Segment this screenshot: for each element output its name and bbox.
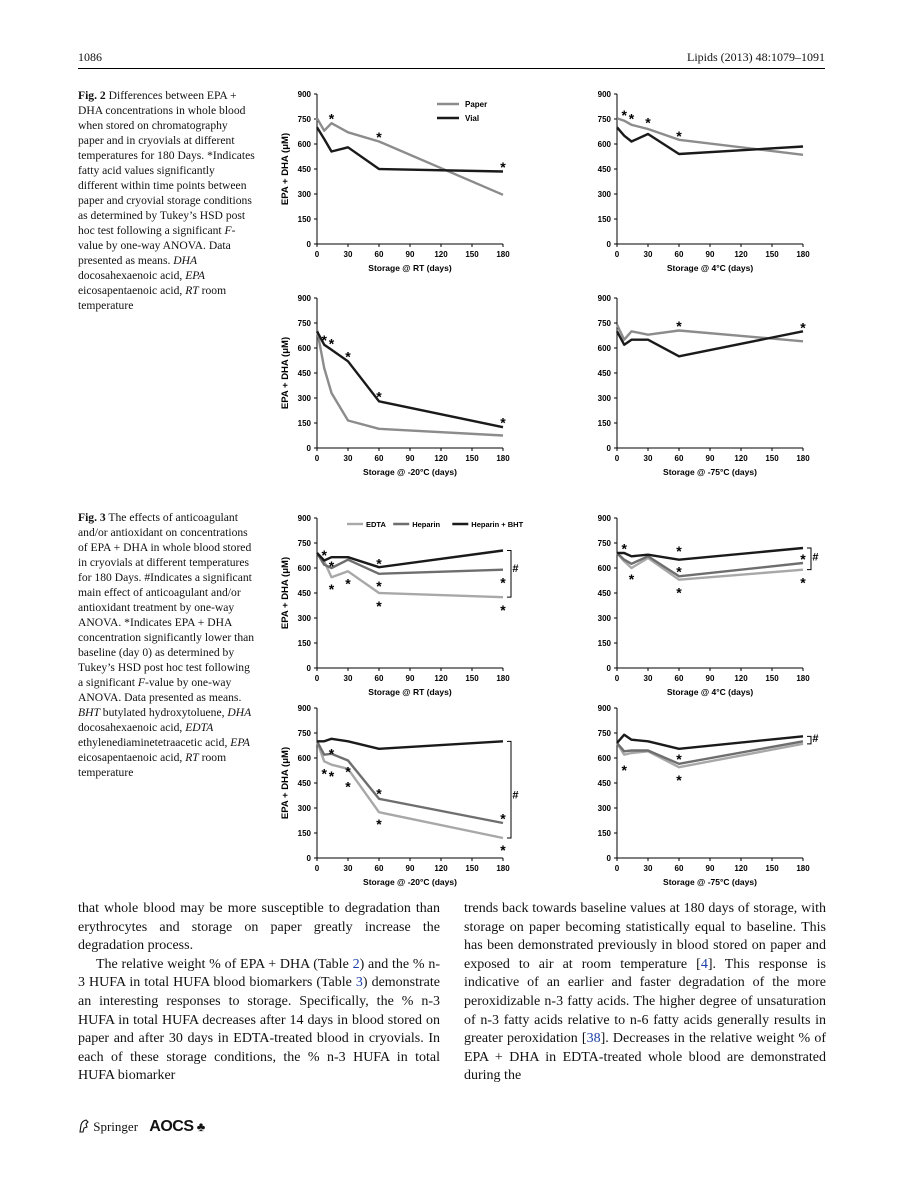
significance-asterisk: * — [376, 597, 382, 614]
aocs-logo: AOCS — [149, 1118, 194, 1135]
significance-asterisk: * — [345, 763, 351, 780]
chart-svg — [275, 510, 530, 705]
y-tick-label: 0 — [606, 444, 611, 453]
series-line-2 — [317, 551, 503, 568]
significance-asterisk: * — [621, 540, 627, 557]
x-tick-label: 150 — [465, 674, 479, 683]
y-tick-label: 600 — [597, 754, 611, 763]
x-axis-label: Storage @ -75°C (days) — [663, 467, 757, 477]
reference-link[interactable]: 3 — [355, 975, 363, 991]
body-text-right — [464, 900, 826, 1086]
significance-asterisk: * — [500, 158, 506, 175]
text-run: F — [224, 224, 232, 237]
y-tick-label: 0 — [306, 664, 311, 673]
significance-asterisk: * — [376, 785, 382, 802]
reference-link[interactable]: 2 — [352, 956, 360, 972]
x-tick-label: 0 — [614, 674, 620, 683]
chart-fig3-rt — [275, 510, 530, 710]
y-tick-label: 750 — [297, 319, 311, 328]
y-tick-label: 0 — [606, 854, 611, 863]
x-tick-label: 120 — [734, 674, 748, 683]
significance-asterisk: * — [345, 778, 351, 795]
x-tick-label: 120 — [434, 454, 448, 463]
text-run: ) demonstrate an interesting responses to storage. Specifically, the % n-3 HUFA in total HUFA decreases after 14 days in blood stored on paper and after 30 days in EDTA-treated blood in cryovials. In each of these storage conditions, the % n-3 HUFA in total HUFA biomarker — [78, 975, 440, 1084]
y-tick-label: 0 — [606, 240, 611, 249]
significance-asterisk: * — [376, 577, 382, 594]
significance-asterisk: * — [800, 574, 806, 591]
x-tick-label: 0 — [314, 674, 320, 683]
x-tick-label: 0 — [314, 454, 320, 463]
journal-citation: Lipids (2013) 48:1079–1091 — [687, 50, 825, 64]
significance-asterisk: * — [345, 575, 351, 592]
y-tick-label: 600 — [597, 344, 611, 353]
significance-asterisk: * — [676, 584, 682, 601]
significance-asterisk: * — [621, 762, 627, 778]
text-run: docosahexaenoic acid, — [78, 269, 186, 282]
y-tick-label: 450 — [597, 779, 611, 788]
x-tick-label: 180 — [796, 674, 810, 683]
x-tick-label: 180 — [796, 250, 810, 259]
chart-svg — [575, 290, 830, 485]
chart-svg — [275, 290, 530, 485]
springer-logo-text: Springer — [93, 1119, 139, 1134]
fig2-label: Fig. 2 — [78, 89, 106, 102]
y-tick-label: 450 — [597, 165, 611, 174]
y-tick-label: 0 — [306, 444, 311, 453]
chart-fig2-rt — [275, 86, 530, 286]
x-tick-label: 30 — [343, 864, 353, 873]
text-run: DHA — [227, 706, 252, 719]
text-run: -value by one-way ANOVA. Data presented as means. — [78, 224, 236, 267]
x-tick-label: 180 — [496, 454, 510, 463]
y-tick-label: 750 — [297, 539, 311, 548]
significance-asterisk: * — [328, 335, 335, 352]
x-tick-label: 30 — [643, 864, 653, 873]
text-run: EDTA — [185, 721, 214, 734]
significance-asterisk: * — [321, 547, 327, 563]
significance-asterisk: * — [328, 745, 335, 762]
x-axis-label: Storage @ 4°C (days) — [666, 263, 754, 273]
x-tick-label: 90 — [705, 454, 715, 463]
x-tick-label: 60 — [674, 864, 684, 873]
text-run: F — [137, 676, 145, 689]
text-run: RT — [185, 284, 199, 297]
x-tick-label: 60 — [374, 250, 384, 259]
significance-asterisk: * — [345, 348, 351, 365]
x-axis-label: Storage @ RT (days) — [368, 263, 452, 273]
y-tick-label: 750 — [597, 319, 611, 328]
significance-asterisk: * — [800, 551, 806, 568]
aocs-clover-icon: ♣ — [196, 1119, 206, 1134]
x-tick-label: 120 — [734, 454, 748, 463]
text-run: that whole blood may be more susceptible to degradation than erythrocytes and storage on paper greatly increase the degradation process. — [78, 901, 440, 954]
significance-asterisk: * — [500, 810, 506, 827]
page-header — [78, 50, 825, 69]
x-tick-label: 120 — [734, 250, 748, 259]
x-tick-label: 90 — [405, 454, 415, 463]
significance-asterisk: * — [500, 842, 506, 858]
text-run: ethylenediaminetetraacetic acid, — [78, 736, 231, 749]
x-tick-label: 180 — [796, 454, 810, 463]
y-tick-label: 750 — [597, 729, 611, 738]
x-tick-label: 0 — [614, 250, 620, 259]
x-tick-label: 120 — [734, 864, 748, 873]
significance-bracket — [807, 736, 811, 744]
significance-asterisk: * — [376, 555, 382, 572]
y-tick-label: 750 — [597, 115, 611, 124]
y-tick-label: 750 — [597, 539, 611, 548]
chart-svg — [575, 86, 830, 281]
series-line-2 — [317, 739, 503, 749]
significance-asterisk: * — [376, 816, 382, 833]
text-run: eicosapentaenoic acid, — [78, 284, 186, 297]
y-tick-label: 0 — [306, 240, 311, 249]
x-tick-label: 60 — [374, 454, 384, 463]
fig2-caption — [78, 88, 256, 313]
significance-asterisk: * — [500, 414, 506, 431]
y-tick-label: 300 — [597, 804, 611, 813]
x-tick-label: 60 — [674, 454, 684, 463]
x-tick-label: 90 — [405, 250, 415, 259]
x-tick-label: 180 — [796, 864, 810, 873]
chart-fig3-minus75 — [575, 700, 830, 900]
text-run: ]. This response is indicative of an earlier and faster degradation of the more peroxidizable n-3 fatty acids. The higher degree of unsaturation of n-3 fatty acids relative to n-6 fatty acids generally results in greater peroxidation [ — [464, 956, 826, 1047]
legend-label: EDTA — [366, 520, 386, 529]
significance-asterisk: * — [328, 767, 335, 784]
y-tick-label: 900 — [297, 294, 311, 303]
text-run: docosahexaenoic acid, — [78, 721, 186, 734]
y-axis-label: EPA + DHA (μM) — [280, 746, 291, 820]
significance-asterisk: * — [328, 581, 335, 598]
y-tick-label: 0 — [606, 664, 611, 673]
y-tick-label: 600 — [297, 754, 311, 763]
series-line-1 — [617, 127, 803, 154]
y-tick-label: 450 — [597, 369, 611, 378]
x-tick-label: 30 — [643, 454, 653, 463]
fig3-caption — [78, 510, 256, 780]
significance-asterisk: * — [676, 542, 682, 559]
reference-link[interactable]: 4 — [700, 956, 708, 972]
x-tick-label: 90 — [705, 250, 715, 259]
y-tick-label: 300 — [597, 394, 611, 403]
y-tick-label: 150 — [297, 215, 311, 224]
y-tick-label: 150 — [597, 215, 611, 224]
y-tick-label: 600 — [597, 140, 611, 149]
significance-bracket — [507, 551, 511, 598]
text-run: EPA — [230, 736, 251, 749]
x-tick-label: 30 — [343, 454, 353, 463]
significance-asterisk: * — [500, 574, 506, 591]
significance-hash: # — [512, 563, 519, 575]
x-tick-label: 180 — [496, 864, 510, 873]
chart-svg — [275, 700, 530, 895]
significance-asterisk: * — [676, 128, 682, 144]
x-tick-label: 150 — [765, 864, 779, 873]
y-axis-label: EPA + DHA (μM) — [280, 336, 291, 410]
significance-asterisk: * — [645, 114, 651, 131]
x-tick-label: 90 — [405, 864, 415, 873]
x-tick-label: 90 — [705, 674, 715, 683]
text-run: eicosapentaenoic acid, — [78, 751, 186, 764]
y-tick-label: 150 — [297, 639, 311, 648]
x-tick-label: 60 — [374, 864, 384, 873]
page-footer — [78, 1118, 205, 1138]
x-tick-label: 180 — [496, 250, 510, 259]
significance-asterisk: * — [676, 317, 682, 334]
y-tick-label: 300 — [597, 190, 611, 199]
series-line-1 — [317, 331, 503, 427]
fig3-label: Fig. 3 — [78, 511, 106, 524]
x-axis-label: Storage @ 4°C (days) — [666, 687, 754, 697]
y-tick-label: 600 — [297, 140, 311, 149]
x-tick-label: 120 — [434, 864, 448, 873]
y-tick-label: 150 — [597, 829, 611, 838]
y-tick-label: 450 — [297, 779, 311, 788]
x-tick-label: 150 — [465, 454, 479, 463]
y-tick-label: 0 — [306, 854, 311, 863]
y-tick-label: 150 — [297, 829, 311, 838]
x-tick-label: 150 — [765, 250, 779, 259]
chart-fig2-minus75 — [575, 290, 830, 490]
y-tick-label: 900 — [297, 514, 311, 523]
y-tick-label: 750 — [297, 115, 311, 124]
series-line-0 — [317, 118, 503, 195]
significance-asterisk: * — [321, 765, 327, 782]
y-tick-label: 600 — [297, 564, 311, 573]
x-tick-label: 90 — [705, 864, 715, 873]
legend-label: Vial — [465, 114, 480, 123]
x-tick-label: 30 — [343, 674, 353, 683]
x-tick-label: 150 — [765, 674, 779, 683]
x-tick-label: 30 — [643, 674, 653, 683]
significance-asterisk: * — [800, 319, 806, 336]
x-tick-label: 120 — [434, 250, 448, 259]
y-tick-label: 300 — [297, 190, 311, 199]
y-tick-label: 300 — [297, 394, 311, 403]
x-axis-label: Storage @ -20°C (days) — [363, 467, 457, 477]
chart-svg — [275, 86, 530, 281]
y-axis-label: EPA + DHA (μM) — [280, 556, 291, 630]
significance-bracket — [807, 548, 811, 570]
x-tick-label: 150 — [465, 864, 479, 873]
fig2-caption-text — [78, 89, 255, 312]
x-tick-label: 60 — [674, 674, 684, 683]
significance-asterisk: * — [621, 107, 627, 124]
y-tick-label: 450 — [597, 589, 611, 598]
x-tick-label: 0 — [614, 864, 620, 873]
x-axis-label: Storage @ -20°C (days) — [363, 877, 457, 887]
text-run: room temperature — [78, 751, 227, 779]
text-run: room temperature — [78, 284, 227, 312]
chart-svg — [575, 700, 830, 895]
y-tick-label: 300 — [297, 614, 311, 623]
significance-asterisk: * — [676, 751, 682, 768]
y-tick-label: 150 — [597, 639, 611, 648]
y-tick-label: 900 — [597, 704, 611, 713]
reference-link[interactable]: 38 — [586, 1031, 601, 1047]
text-run: ]. Decreases in the relative weight % of EPA + DHA in EDTA-treated whole blood are demonstrated during the — [464, 1031, 826, 1084]
x-tick-label: 0 — [314, 864, 320, 873]
y-tick-label: 600 — [597, 564, 611, 573]
chart-fig3-minus20 — [275, 700, 530, 900]
y-tick-label: 450 — [297, 165, 311, 174]
legend-label: Paper — [465, 100, 488, 109]
y-tick-label: 900 — [597, 514, 611, 523]
text-run: butylated hydroxytoluene, — [99, 706, 228, 719]
chart-fig2-minus20 — [275, 290, 530, 490]
x-tick-label: 30 — [643, 250, 653, 259]
x-tick-label: 30 — [343, 250, 353, 259]
x-tick-label: 180 — [496, 674, 510, 683]
text-run: The relative weight % of EPA + DHA (Table — [96, 956, 353, 972]
significance-asterisk: * — [676, 772, 682, 788]
chart-fig2-4c — [575, 86, 830, 286]
text-run: ) and the % n-3 HUFA in total HUFA blood biomarkers (Table — [78, 956, 440, 991]
text-run: -value by one-way ANOVA. Data presented as means. — [78, 676, 242, 704]
y-axis-label: EPA + DHA (μM) — [280, 132, 291, 206]
legend-label: Heparin — [412, 520, 441, 529]
y-tick-label: 900 — [597, 294, 611, 303]
y-tick-label: 900 — [597, 90, 611, 99]
significance-hash: # — [512, 789, 519, 802]
chart-svg — [575, 510, 830, 705]
fig3-caption-text — [78, 511, 254, 779]
text-run: trends back towards baseline values at 180 days of storage, with storage on paper becoming statistically equal to baseline. This has been demonstrated previously in blood stored on paper and exposed to air at room temperature [ — [464, 901, 826, 972]
x-tick-label: 120 — [434, 674, 448, 683]
x-tick-label: 150 — [765, 454, 779, 463]
significance-asterisk: * — [676, 563, 682, 580]
y-tick-label: 900 — [297, 90, 311, 99]
significance-bracket — [507, 741, 511, 838]
x-tick-label: 60 — [374, 674, 384, 683]
y-tick-label: 450 — [297, 589, 311, 598]
x-axis-label: Storage @ RT (days) — [368, 687, 452, 697]
x-tick-label: 90 — [405, 674, 415, 683]
significance-asterisk: * — [628, 110, 635, 127]
series-line-1 — [317, 127, 503, 171]
text-run: EPA — [185, 269, 205, 282]
legend-label: Heparin + BHT — [471, 520, 524, 529]
x-tick-label: 0 — [614, 454, 620, 463]
left-column-text — [78, 900, 440, 1086]
x-axis-label: Storage @ -75°C (days) — [663, 877, 757, 887]
y-tick-label: 900 — [297, 704, 311, 713]
significance-asterisk: * — [500, 602, 506, 618]
y-tick-label: 300 — [297, 804, 311, 813]
significance-asterisk: * — [628, 571, 635, 588]
significance-hash: # — [812, 733, 819, 745]
y-tick-label: 750 — [297, 729, 311, 738]
series-line-0 — [317, 330, 503, 436]
significance-asterisk: * — [376, 128, 382, 145]
y-tick-label: 300 — [597, 614, 611, 623]
body-text-left — [78, 900, 440, 1086]
significance-hash: # — [812, 551, 819, 564]
text-run: The effects of anticoagulant and/or antioxidant on concentrations of EPA + DHA in whole blood stored in cryovials at different temperatures for 180 Days. #Indicates a significant main effect of anticoagulant and/or antioxidant treatment by one-way ANOVA. *Indicates EPA + DHA concentration significantly lower than baseline (day 0) as determined by Tukey’s HSD post hoc test following a significant — [78, 511, 255, 689]
significance-asterisk: * — [328, 557, 335, 574]
x-tick-label: 0 — [314, 250, 320, 259]
x-tick-label: 150 — [465, 250, 479, 259]
significance-asterisk: * — [321, 332, 327, 348]
significance-asterisk: * — [376, 388, 382, 405]
springer-horse-icon — [78, 1119, 90, 1133]
text-run: RT — [185, 751, 199, 764]
y-tick-label: 600 — [297, 344, 311, 353]
y-tick-label: 450 — [297, 369, 311, 378]
significance-asterisk: * — [328, 110, 335, 127]
y-tick-label: 150 — [297, 419, 311, 428]
x-tick-label: 60 — [674, 250, 684, 259]
page-number: 1086 — [78, 50, 102, 64]
chart-fig3-4c — [575, 510, 830, 710]
text-run: DHA — [173, 254, 198, 267]
y-tick-label: 150 — [597, 419, 611, 428]
text-run: Differences between EPA + DHA concentrations in whole blood when stored on chromatography paper and in cryovials at different temperatures for 180 Days. *Indicates fatty acid values significantly different within time points between paper and cryovial storage conditions as determined by Tukey’s HSD post hoc test following a significant — [78, 89, 255, 237]
right-column-text — [464, 900, 826, 1086]
text-run: BHT — [78, 706, 100, 719]
